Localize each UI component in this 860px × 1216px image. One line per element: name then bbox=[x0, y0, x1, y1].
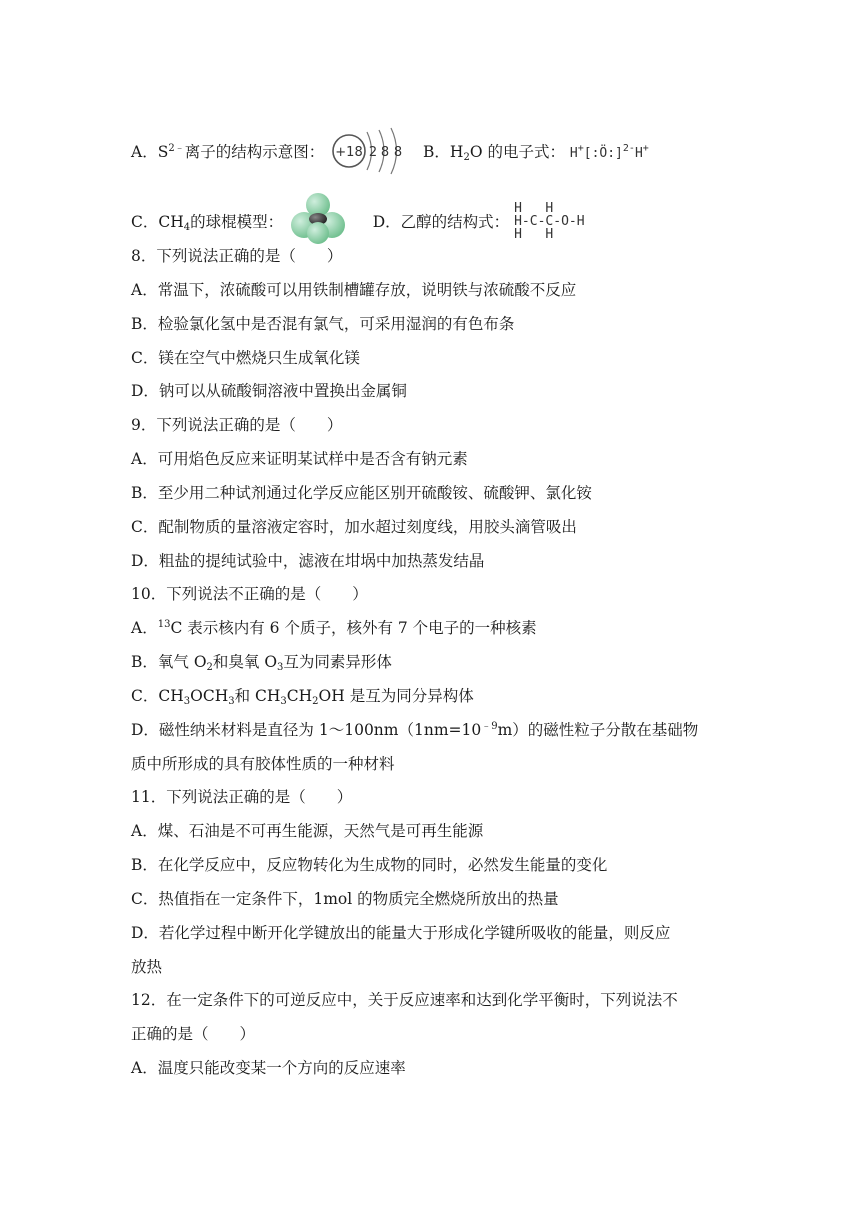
question-11-option-a: A．煤、石油是不可再生能源，天然气是可再生能源 bbox=[131, 822, 484, 840]
question-11-option-d-line-2: 放热 bbox=[131, 958, 163, 976]
water-electron-formula: H+[:Ö:]$^{2-}$H+ bbox=[569, 143, 649, 161]
atomic-structure-diagram bbox=[329, 126, 413, 176]
question-10-option-d-line-1: D．磁性纳米材料是直径为 $1\sim 100nm(1nm=10^{﹣9}m)$的磁性粒子分散在基础物 bbox=[131, 721, 699, 739]
nucleus-charge: +18 bbox=[335, 145, 363, 160]
question-10-option-c: C．$CH_3OCH_3$和 $CH_3CH_2OH$ 是互为同分异构体 bbox=[131, 687, 474, 707]
question-8-option-c: C．镁在空气中燃烧只生成氧化镁 bbox=[131, 349, 360, 367]
methane-ball-model-image bbox=[288, 192, 348, 246]
shell-2-count: 8 bbox=[381, 145, 390, 160]
question-11-option-c: C．热值指在一定条件下，1mol 的物质完全燃烧所放出的热量 bbox=[131, 890, 559, 908]
question-11-option-b: B．在化学反应中，反应物转化为生成物的同时，必然发生能量的变化 bbox=[131, 856, 608, 874]
question-10-option-d-line-2: 质中所形成的具有胶体性质的一种材料 bbox=[131, 755, 395, 773]
question-9-option-b: B．至少用二种试剂通过化学反应能区别开硫酸铵、硫酸钾、氯化铵 bbox=[131, 484, 592, 502]
question-8-option-b: B．检验氯化氢中是否混有氯气，可采用湿润的有色布条 bbox=[131, 315, 515, 333]
question-10-option-b: B．氧气 $O_2$和臭氧 $O_3$互为同素异形体 bbox=[131, 653, 392, 673]
question-9-stem: 9．下列说法正确的是（ ） bbox=[131, 416, 343, 434]
option-c-label: C．$CH_4$的球棍模型： bbox=[131, 213, 284, 233]
question-8-option-a: A．常温下，浓硫酸可以用铁制槽罐存放，说明铁与浓硫酸不反应 bbox=[131, 281, 577, 299]
shell-3-count: 8 bbox=[394, 145, 403, 160]
question-8-stem: 8．下列说法正确的是（ ） bbox=[131, 247, 343, 265]
question-11-option-d-line-1: D．若化学过程中断开化学键放出的能量大于形成化学键所吸收的能量，则反应 bbox=[131, 924, 671, 942]
option-b-label: B．$H_2O$ 的电子式： bbox=[423, 143, 565, 163]
question-8-option-d: D．钠可以从硫酸铜溶液中置换出金属铜 bbox=[131, 382, 407, 400]
question-11-stem: 11．下列说法正确的是（ ） bbox=[131, 788, 353, 806]
shell-1-count: 2 bbox=[369, 145, 378, 160]
question-9-option-d: D．粗盐的提纯试验中，滤液在坩埚中加热蒸发结晶 bbox=[131, 552, 485, 570]
question-10-option-a: A．$^{13}$C 表示核内有 6 个质子，核外有 7 个电子的一种核素 bbox=[131, 619, 537, 637]
option-row-c-d bbox=[131, 196, 585, 250]
question-10-stem: 10．下列说法不正确的是（ ） bbox=[131, 585, 368, 603]
option-a-label: A．$S^{2﹣}$离子的结构示意图： bbox=[131, 143, 325, 161]
option-row-a-b bbox=[131, 128, 649, 178]
question-12-stem-line-1: 12．在一定条件下的可逆反应中，关于反应速率和达到化学平衡时，下列说法不 bbox=[131, 991, 678, 1009]
ethanol-structural-formula: H H H-C-C-O-H H H bbox=[514, 200, 585, 242]
question-9-option-c: C．配制物质的量溶液定容时，加水超过刻度线，用胶头滴管吸出 bbox=[131, 518, 577, 536]
question-12-stem-line-2: 正确的是（ ） bbox=[131, 1025, 256, 1043]
option-d-label: D．乙醇的结构式： bbox=[372, 213, 510, 231]
question-9-option-a: A．可用焰色反应来证明某试样中是否含有钠元素 bbox=[131, 450, 468, 468]
question-12-option-a: A．温度只能改变某一个方向的反应速率 bbox=[131, 1059, 406, 1077]
